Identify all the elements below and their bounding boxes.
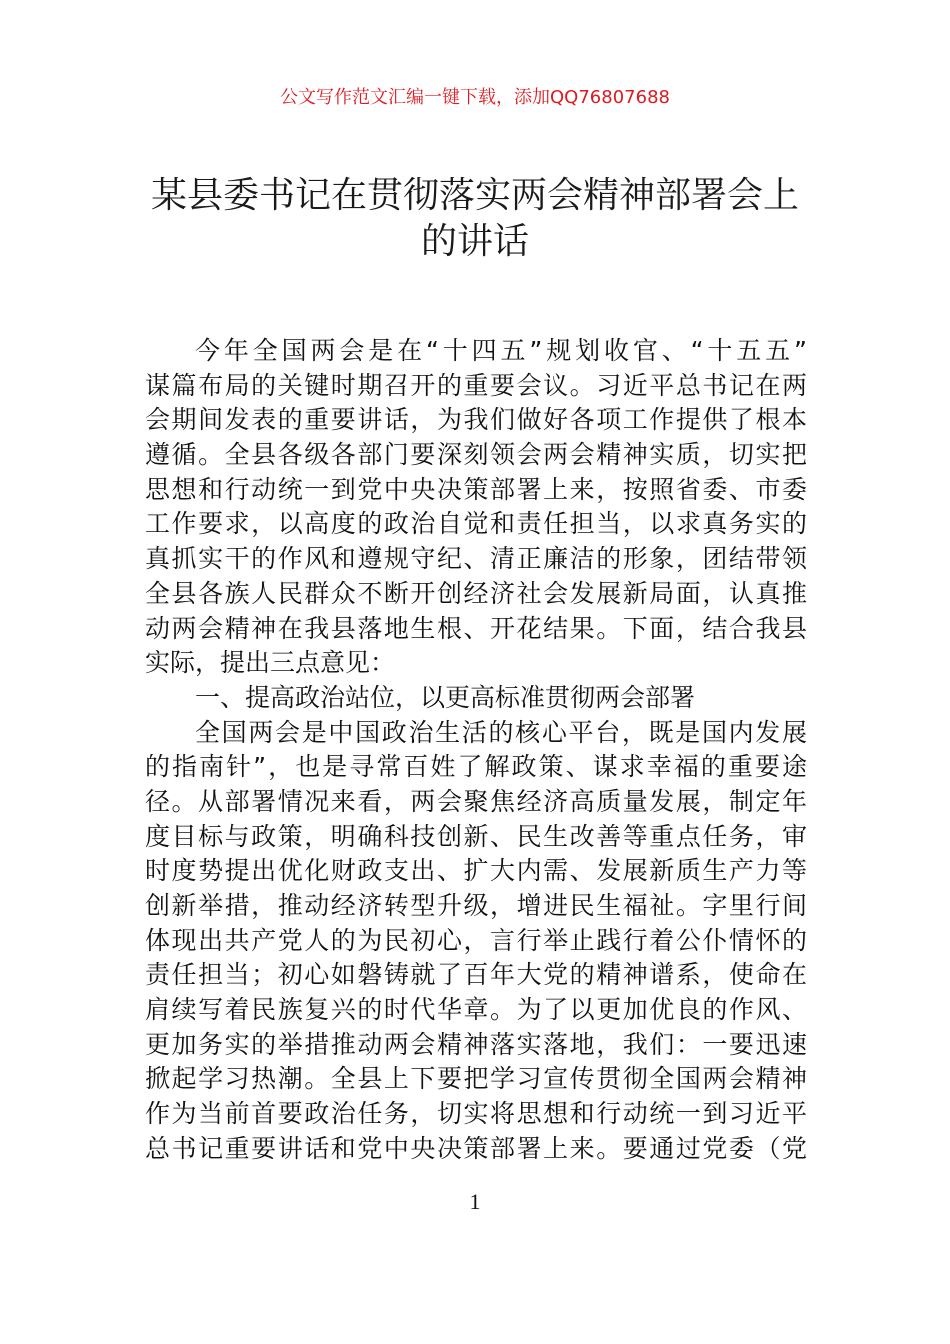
paragraph-line: 动两会精神在我县落地生根、开花结果。下面，结合我县 — [145, 613, 807, 643]
paragraph-line: 掀起学习热潮。全县上下要把学习宣传贯彻全国两会精神 — [145, 1064, 807, 1094]
paragraph-line: 度目标与政策，明确科技创新、民生改善等重点任务，审 — [145, 821, 807, 851]
document-title-line-1: 某县委书记在贯彻落实两会精神部署会上 — [150, 175, 799, 216]
paragraph-line: 真抓实干的作风和遵规守纪、清正廉洁的形象，团结带领 — [145, 544, 807, 574]
paragraph-line: 责任担当；初心如磐铸就了百年大党的精神谱系，使命在 — [145, 960, 807, 990]
paragraph-line: 会期间发表的重要讲话，为我们做好各项工作提供了根本 — [145, 405, 807, 435]
paragraph-line: 径。从部署情况来看，两会聚焦经济高质量发展，制定年 — [145, 786, 807, 816]
document-title-line-2: 的讲话 — [420, 221, 529, 262]
section-heading: 一、提高政治站位，以更高标准贯彻两会部署 — [195, 682, 696, 712]
paragraph-line: 的指南针”，也是寻常百姓了解政策、谋求幸福的重要途 — [145, 752, 807, 782]
paragraph-line: 思想和行动统一到党中央决策部署上来，按照省委、市委 — [145, 474, 807, 504]
paragraph-line: 总书记重要讲话和党中央决策部署上来。要通过党委（党 — [145, 1133, 807, 1163]
paragraph-line: 时度势提出优化财政支出、扩大内需、发展新质生产力等 — [145, 856, 807, 886]
header-download-note: 公文写作范文汇编一键下载，添加QQ76807688 — [280, 87, 670, 108]
paragraph-line: 作为当前首要政治任务，切实将思想和行动统一到习近平 — [145, 1099, 807, 1129]
paragraph-line: 实际，提出三点意见： — [145, 648, 396, 678]
paragraph-line: 全国两会是中国政治生活的核心平台，既是国内发展 — [195, 717, 807, 747]
paragraph-line: 遵循。全县各级各部门要深刻领会两会精神实质，切实把 — [145, 440, 807, 470]
paragraph-line: 肩续写着民族复兴的时代华章。为了以更加优良的作风、 — [145, 995, 807, 1025]
paragraph-line: 体现出共产党人的为民初心，言行举止践行着公仆情怀的 — [145, 925, 807, 955]
paragraph-line: 工作要求，以高度的政治自觉和责任担当，以求真务实的 — [145, 509, 807, 539]
page-number: 1 — [469, 1189, 481, 1214]
paragraph-line: 更加务实的举措推动两会精神落实落地，我们：一要迅速 — [145, 1029, 807, 1059]
paragraph-line: 全县各族人民群众不断开创经济社会发展新局面，认真推 — [145, 578, 807, 608]
paragraph-line: 创新举措，推动经济转型升级，增进民生福祉。字里行间 — [145, 891, 807, 920]
document-body — [145, 334, 807, 1167]
paragraph-line: 谋篇布局的关键时期召开的重要会议。习近平总书记在两 — [145, 370, 807, 400]
paragraph-line: 今年全国两会是在“十四五”规划收官、“十五五” — [195, 336, 807, 365]
